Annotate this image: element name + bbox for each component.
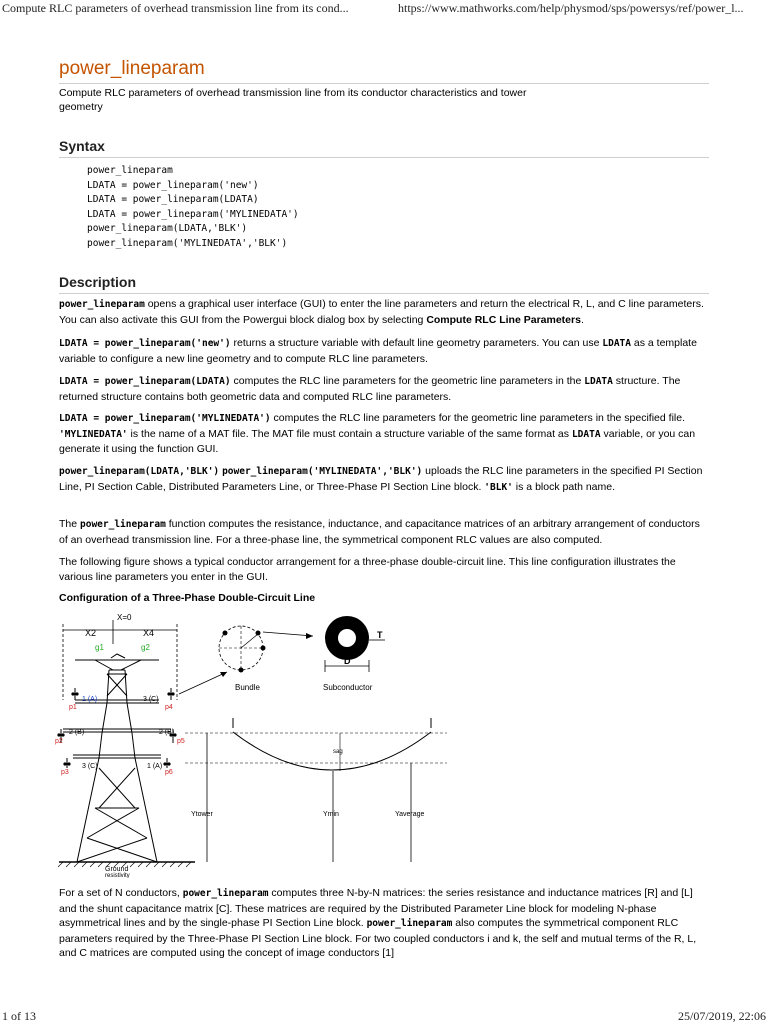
description-divider bbox=[59, 293, 709, 294]
inline-code: power_lineparam('MYLINEDATA','BLK') bbox=[222, 466, 423, 477]
label-x2: X2 bbox=[85, 628, 97, 638]
syntax-line: LDATA = power_lineparam('MYLINEDATA') bbox=[87, 208, 299, 220]
label-resistivity: resistivity bbox=[105, 873, 130, 878]
inline-code: power_lineparam bbox=[80, 519, 166, 530]
label-x4: X4 bbox=[143, 628, 155, 638]
inline-code: LDATA bbox=[602, 338, 631, 349]
print-header bbox=[0, 0, 768, 18]
inline-code: 'BLK' bbox=[484, 481, 513, 493]
label-g1: g1 bbox=[95, 643, 104, 652]
label-x0: X=0 bbox=[117, 613, 132, 622]
print-datetime: 25/07/2019, 22:06 bbox=[677, 1009, 766, 1023]
syntax-line: LDATA = power_lineparam('new') bbox=[87, 179, 259, 191]
subconductor-pointer-arrow bbox=[263, 632, 313, 636]
label-d: D bbox=[344, 656, 351, 666]
label-subconductor: Subconductor bbox=[323, 683, 373, 692]
label-sag: sag bbox=[333, 749, 343, 755]
label-t: T bbox=[377, 630, 383, 640]
description-paragraph-6: The power_lineparam function computes the resistance, inductance, and capacitance matrices of an arbitrary arrangement of conductors of an overhead transmission line. For a three-phase line, the symmetrical component RLC values are also computed. bbox=[59, 518, 700, 546]
description-heading: Description bbox=[59, 274, 137, 290]
syntax-line: power_lineparam('MYLINEDATA','BLK') bbox=[87, 237, 288, 249]
description-paragraph-7: The following figure shows a typical conductor arrangement for a three-phase double-circuit line. This line configuration illustrates the various line parameters you enter in the GUI. bbox=[59, 556, 676, 583]
inline-code: LDATA = power_lineparam('MYLINEDATA') bbox=[59, 413, 271, 424]
label-p1: p1 bbox=[69, 704, 77, 711]
print-footer bbox=[0, 1009, 768, 1024]
syntax-divider bbox=[59, 157, 709, 158]
label-ytower: Ytower bbox=[191, 811, 213, 818]
figure-title: Configuration of a Three-Phase Double-Circuit Line bbox=[59, 592, 316, 604]
label-ymin: Ymin bbox=[323, 811, 339, 818]
bundle-detail bbox=[219, 626, 266, 673]
syntax-block bbox=[87, 164, 299, 252]
title-divider bbox=[59, 83, 709, 84]
gui-option-name: Compute RLC Line Parameters bbox=[426, 313, 581, 326]
description-paragraph-2: LDATA = power_lineparam('new') returns a structure variable with default line geometry parameters. You can use LDATA as a template variable to configure a new line geometry and to compute RLC line parameters. bbox=[59, 337, 697, 365]
tab-title: Compute RLC parameters of overhead transmission line from its cond... bbox=[2, 1, 349, 15]
inline-code: LDATA bbox=[571, 428, 601, 440]
label-bundle: Bundle bbox=[235, 683, 260, 692]
label-phase-b-right: 2 (B) bbox=[159, 729, 175, 736]
description-paragraph-1: power_lineparam opens a graphical user interface (GUI) to enter the line parameters and return the electrical R, L, and C line parameters. You can also activate this GUI from the Powergui block dialog box by selecting Compute RLC Line Parameters. bbox=[59, 298, 704, 326]
inline-code: power_lineparam bbox=[366, 918, 453, 929]
label-yaverage: Yaverage bbox=[395, 811, 425, 818]
description-paragraph-3: LDATA = power_lineparam(LDATA) computes the RLC line parameters for the geometric line parameters in the LDATA structure. The returned structure contains both geometric data and computed RLC line parameters. bbox=[59, 375, 681, 403]
label-phase-a-left: 1 (A) bbox=[82, 696, 98, 703]
arrowhead bbox=[306, 633, 313, 639]
inline-code: LDATA = power_lineparam(LDATA) bbox=[59, 376, 231, 387]
description-paragraph-8: For a set of N conductors, power_lineparam computes three N-by-N matrices: the series resistance and inductance matrices [R] and [L] and the shunt capacitance matrix [C]. These matrices are required by the Distributed Parameter Line block for modeling N-phase asymmetrical lines and by the single-phase PI Section Line block. power_lineparam also computes the symmetrical component RLC parameters required by the Three-Phase PI Section Line block. For two coupled conductors i and k, the self and mutual terms of the R, L, and C matrices are computed using the concept of image conductors [1] bbox=[59, 887, 697, 959]
label-phase-b-left: 2 (B) bbox=[69, 729, 85, 736]
label-phase-a-right: 1 (A) bbox=[147, 763, 163, 770]
inline-code: power_lineparam(LDATA,'BLK') bbox=[59, 466, 220, 477]
label-p4: p4 bbox=[165, 704, 173, 711]
inline-code: LDATA bbox=[584, 376, 613, 387]
page-url[interactable]: https://www.mathworks.com/help/physmod/sps/powersys/ref/power_l... bbox=[398, 1, 744, 15]
syntax-line: power_lineparam bbox=[87, 165, 173, 176]
bundle-pointer-arrow bbox=[179, 672, 227, 694]
label-ground: Ground bbox=[105, 866, 129, 873]
inline-code: power_lineparam bbox=[59, 299, 145, 310]
label-p5: p5 bbox=[177, 738, 185, 745]
subconductor-detail bbox=[325, 616, 385, 672]
inline-code: 'MYLINEDATA' bbox=[59, 428, 128, 440]
tower-structure bbox=[59, 654, 195, 862]
description-paragraph-5: power_lineparam(LDATA,'BLK') power_lineparam('MYLINEDATA','BLK') uploads the RLC line parameters in the specified PI Section Line, PI Section Cable, Distributed Parameters Line, or Three-Phase PI Section Line block. 'BLK' is a block path name. bbox=[59, 465, 703, 493]
syntax-heading: Syntax bbox=[59, 138, 105, 154]
label-p6: p6 bbox=[165, 769, 173, 776]
inline-code: LDATA = power_lineparam('new') bbox=[59, 338, 231, 349]
page-title: power_lineparam bbox=[59, 58, 205, 79]
inline-code: power_lineparam bbox=[182, 888, 269, 899]
syntax-line: LDATA = power_lineparam(LDATA) bbox=[87, 194, 259, 206]
syntax-line: power_lineparam(LDATA,'BLK') bbox=[87, 223, 248, 235]
label-p2: p2 bbox=[55, 738, 63, 745]
label-phase-c-left: 3 (C) bbox=[82, 763, 98, 770]
label-g2: g2 bbox=[141, 643, 150, 652]
page-summary: Compute RLC parameters of overhead transmission line from its conductor characteristics and tower geometry bbox=[59, 87, 527, 113]
page-number: 1 of 13 bbox=[2, 1009, 36, 1023]
description-paragraph-4: LDATA = power_lineparam('MYLINEDATA') computes the RLC line parameters for the geometric line parameters in the specified file. 'MYLINEDATA' is the name of a MAT file. The MAT file must contain a structure variable of the same format as LDATA variable, or you can generate it using the function GUI. bbox=[59, 412, 696, 455]
double-circuit-line-figure bbox=[55, 608, 455, 878]
label-p3: p3 bbox=[61, 769, 69, 776]
label-phase-c-right: 3 (C) bbox=[143, 696, 159, 703]
span-sag-diagram bbox=[185, 718, 447, 862]
